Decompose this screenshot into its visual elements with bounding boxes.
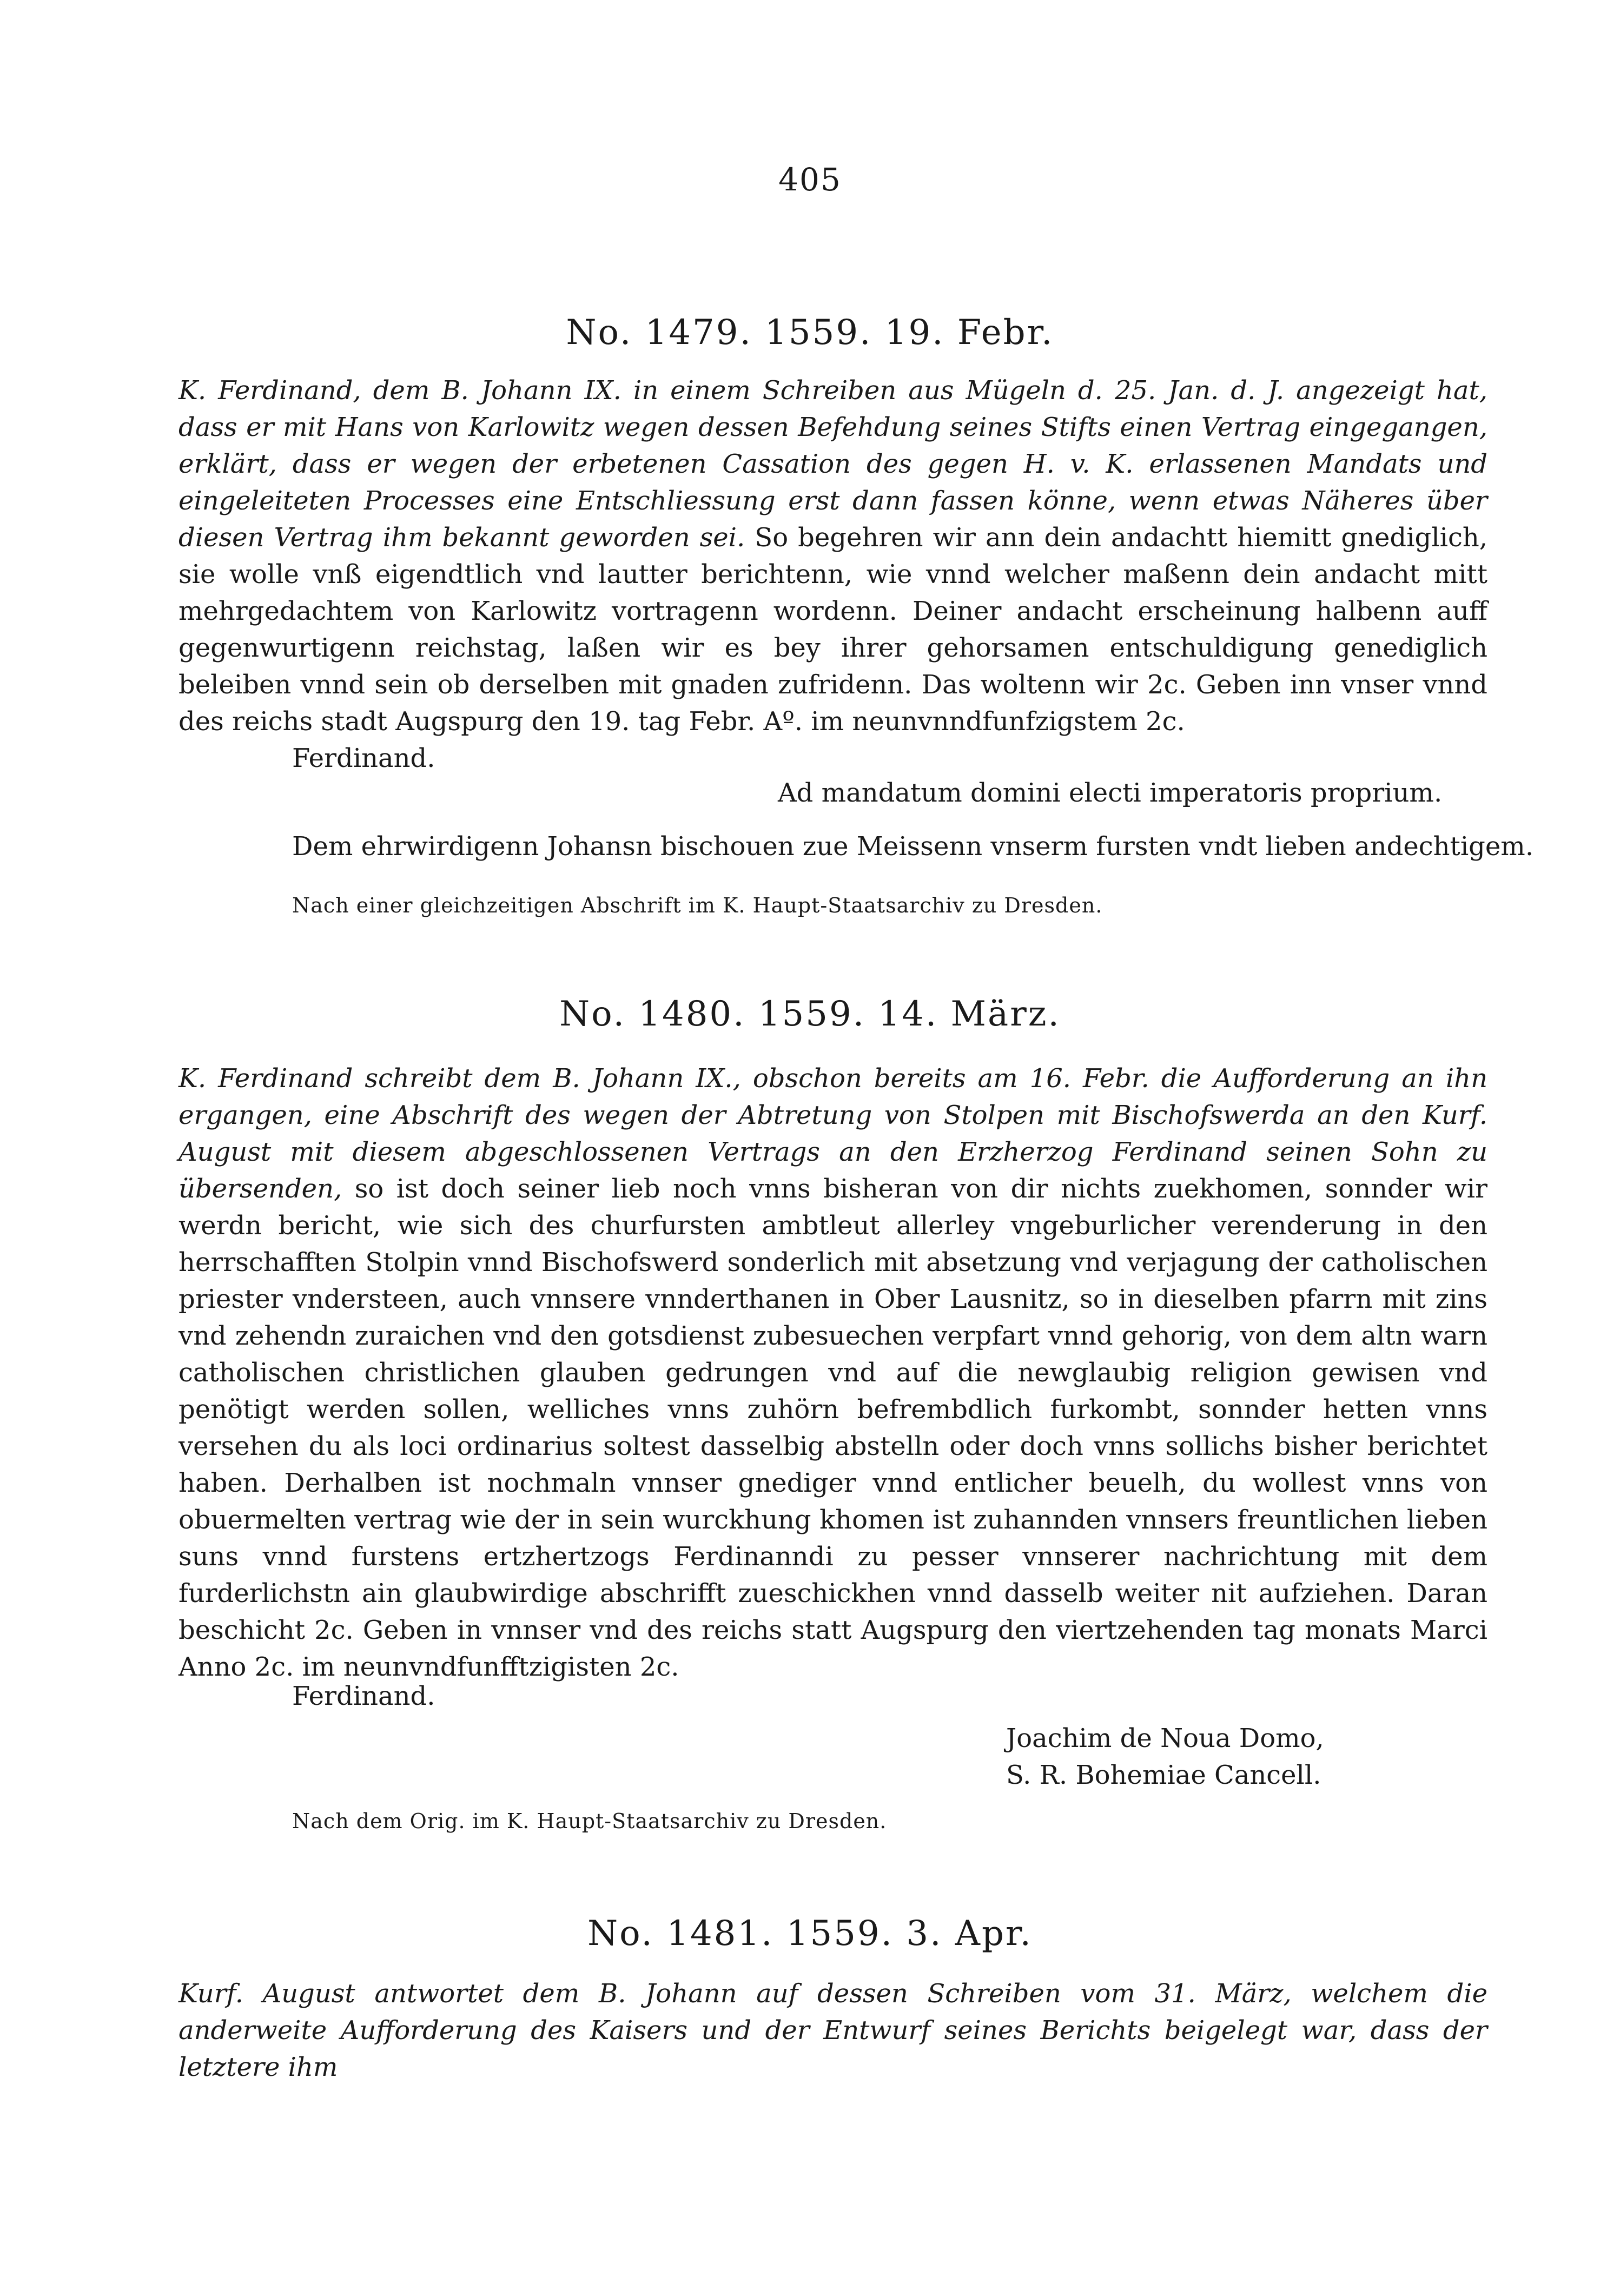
entry-body-1481 <box>178 1975 1487 2086</box>
entry-title-1479: No. 1479. 1559. 19. Febr. <box>566 313 1054 353</box>
countersign-1479: Ad mandatum domini electi imperatoris proprium. <box>778 778 1443 808</box>
signature-1479: Ferdinand. <box>292 743 435 773</box>
countersign-1480-title: S. R. Bohemiae Cancell. <box>1006 1760 1321 1790</box>
entry-summary-1479: K. Ferdinand, dem B. Johann IX. in einem Schreiben aus Mügeln d. 25. Jan. d. J. angezeigt hat, dass er mit Hans von Karlowitz wegen dessen Befehdung seines Stifts einen Vertrag eingegangen, erklärt, dass er wegen der erbetenen Cassation des gegen H. v. K. erlassenen Mandats und eingeleiteten Processes eine Entschliessung erst dann fassen könne, wenn etwas Näheres über diesen Vertrag ihm bekannt geworden sei. <box>178 375 1487 553</box>
page-number: 405 <box>778 161 842 198</box>
entry-body-1480 <box>178 1060 1487 1685</box>
address-1479: Dem ehrwirdigenn Johansn bischouen zue Meissenn vnserm fursten vndt lieben andechtigem. <box>292 831 1534 862</box>
entry-title-1481: No. 1481. 1559. 3. Apr. <box>587 1914 1033 1954</box>
entry-summary-1480: K. Ferdinand schreibt dem B. Johann IX., obschon bereits am 16. Febr. die Aufforderung an ihn ergangen, eine Abschrift des wegen der Abtretung von Stolpen mit Bischofswerda an den Kurf. August mit diesem abgeschlossenen Vertrags an den Erzherzog Ferdinand seinen Sohn zu übersenden, <box>178 1063 1487 1204</box>
source-note-1479: Nach einer gleichzeitigen Abschrift im K. Haupt-Staatsarchiv zu Dresden. <box>292 894 1103 917</box>
source-note-1480: Nach dem Orig. im K. Haupt-Staatsarchiv zu Dresden. <box>292 1809 887 1833</box>
entry-title-1480: No. 1480. 1559. 14. März. <box>559 994 1061 1034</box>
signature-1480: Ferdinand. <box>292 1681 435 1711</box>
entry-text-1480: so ist doch seiner lieb noch vnns bisheran von dir nichts zuekhomen, sonnder wir werdn bericht, wie sich des churfursten ambtleut allerley vngeburlicher verenderung in den herrschafften Stolpin vnnd Bischofswerd sonderlich mit absetzung vnd verjagung der catholischen priester vndersteen, auch vnnsere vnnderthanen in Ober Lausnitz, so in dieselben pfarrn mit zins vnd zehendn zuraichen vnd den gotsdienst zubesuechen verpfart vnnd gehorig, von dem altn warn catholischen christlichen glauben gedrungen vnd auf die newglaubig religion gewisen vnd penötigt werden sollen, welliches vnns zuhörn befrembdlich furkombt, sonnder hetten vnns versehen du als loci ordinarius soltest dasselbig abstelln oder doch vnns sollichs bisher berichtet haben. Derhalben ist nochmaln vnnser gnediger vnnd entlicher beuelh, du wollest vnns von obuermelten vertrag wie der in sein wurckhung khomen ist zuhannden vnnsers freuntlichen lieben suns vnnd furstens ertzhertzogs Ferdinanndi zu pesser vnnserer nachrichtung mit dem furderlichstn ain glaubwirdige abschrifft zueschickhen vnnd dasselb weiter nit aufziehen. Daran beschicht 2c. Geben in vnnser vnd des reichs statt Augspurg den viertzehenden tag monats Marci Anno 2c. im neunvndfunfftzigisten 2c. <box>178 1174 1487 1682</box>
entry-body-1479 <box>178 372 1487 740</box>
entry-text-1479: So begehren wir ann dein andachtt hiemitt gnediglich, sie wolle vnß eigendtlich vnd lautter berichtenn, wie vnnd welcher maßenn dein andacht mitt mehrgedachtem von Karlowitz vortragenn wordenn. Deiner andacht erscheinung halbenn auff gegenwurtigenn reichstag, laßen wir es bey ihrer gehorsamen entschuldigung genediglich beleiben vnnd sein ob derselben mit gnaden zufridenn. Das woltenn wir 2c. Geben inn vnser vnnd des reichs stadt Augspurg den 19. tag Febr. Aº. im neunvnndfunfzigstem 2c. <box>178 522 1487 737</box>
entry-summary-1481: Kurf. August antwortet dem B. Johann auf dessen Schreiben vom 31. März, welchem die anderweite Aufforderung des Kaisers und der Entwurf seines Berichts beigelegt war, dass der letztere ihm <box>178 1979 1487 2082</box>
countersign-1480-name: Joachim de Noua Domo, <box>1006 1723 1324 1754</box>
